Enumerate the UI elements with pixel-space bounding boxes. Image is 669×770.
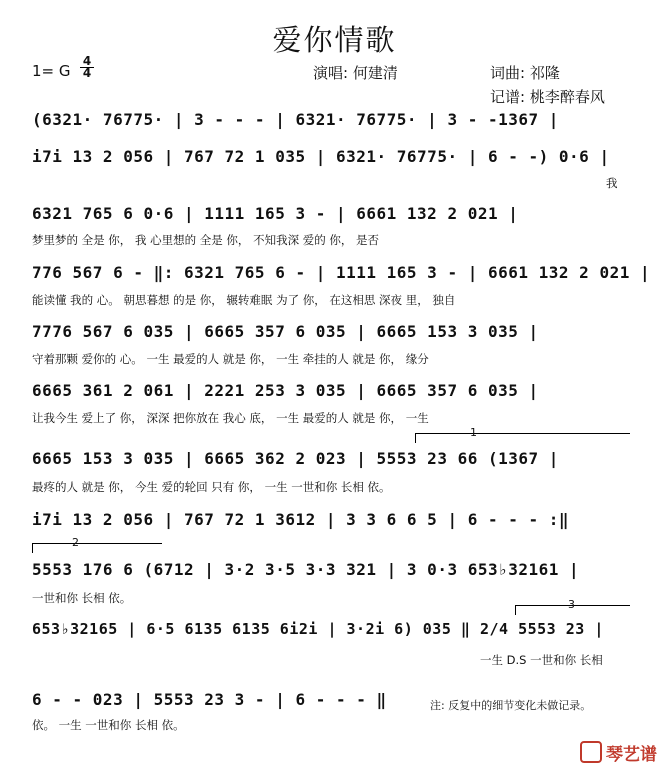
score-row-9: 5553 176 6 (6712 | 3·2 3·5 3·3 321 | 3 0·3 653♭32161 | [32,560,580,579]
footnote: 注: 反复中的细节变化未做记录。 [430,699,592,712]
song-title: 爱你情歌 [272,23,397,57]
brand-name: 琴艺谱 [606,745,657,765]
volta-2-bracket [32,543,162,544]
score-row-11: 6 - - 023 | 5553 23 3 - | 6 - - - ‖ [32,690,387,709]
time-signature-top: 4 [82,54,92,68]
singer-credit: 演唱: 何建清 [313,64,398,82]
lyrics-row-4: 能读懂 我的 心。 朝思暮想 的是 你， 辗转难眠 为了 你， 在这相思 深夜 里， 独自 [32,293,456,307]
score-row-8: i7i 13 2 056 | 767 72 1 3612 | 3 3 6 6 5 | 6 - - - :‖ [32,510,570,529]
brand-logo-icon [580,741,602,763]
lyrics-row-11: 依。 一生 一世和你 长相 依。 [32,718,185,732]
lyricist-credit: 词曲: 祁隆 [490,64,560,82]
volta-2-label: 2 [72,536,79,549]
volta-1-label: 1 [470,426,477,439]
brand-logo [580,740,657,765]
volta-1-hook [415,433,416,443]
volta-2-hook [32,543,33,553]
transcriber-credit: 记谱: 桃李醉春风 [490,88,605,106]
lyrics-row-10: 一生 D.S 一世和你 长相 [480,653,603,667]
score-row-5: 7776 567 6 035 | 6665 357 6 035 | 6665 153 3 035 | [32,322,539,341]
score-row-1: (6321· 76775· | 3 - - - | 6321· 76775· | 3 - -1367 | [32,110,559,129]
lyrics-row-9: 一世和你 长相 依。 [32,591,132,605]
score-row-3: 6321 765 6 0·6 | 1111 165 3 - | 6661 132 2 021 | [32,204,519,223]
time-signature [80,56,94,79]
lyrics-row-3: 梦里梦的 全是 你， 我 心里想的 全是 你， 不知我深 爱的 你， 是否 [32,233,380,247]
score-row-4: 776 567 6 - ‖: 6321 765 6 - | 1111 165 3 - | 6661 132 2 021 | [32,263,651,282]
score-row-10: 653♭32165 | 6·5 6135 6135 6i2i | 3·2i 6) 035 ‖ 2/4 5553 23 | [32,620,604,638]
time-signature-bottom: 4 [80,67,94,79]
lyrics-row-6: 让我今生 爱上了 你， 深深 把你放在 我心 底， 一生 最爱的人 就是 你， 一生 [32,411,429,425]
lyrics-row-5: 守着那颗 爱你的 心。 一生 最爱的人 就是 你， 一生 牵挂的人 就是 你， 缘分 [32,352,429,366]
score-row-6: 6665 361 2 061 | 2221 253 3 035 | 6665 357 6 035 | [32,381,539,400]
volta-3-hook [515,605,516,615]
volta-3-label: 3 [568,598,575,611]
volta-1-bracket [415,433,630,434]
lyrics-row-7: 最疼的人 就是 你， 今生 爱的轮回 只有 你， 一生 一世和你 长相 依。 [32,480,391,494]
key-signature: 1= G [32,62,71,80]
score-row-2: i7i 13 2 056 | 767 72 1 035 | 6321· 76775· | 6 - -) 0·6 | [32,147,610,166]
lyrics-row-2: 我 [606,176,618,190]
score-row-7: 6665 153 3 035 | 6665 362 2 023 | 5553 23 66 (1367 | [32,449,559,468]
